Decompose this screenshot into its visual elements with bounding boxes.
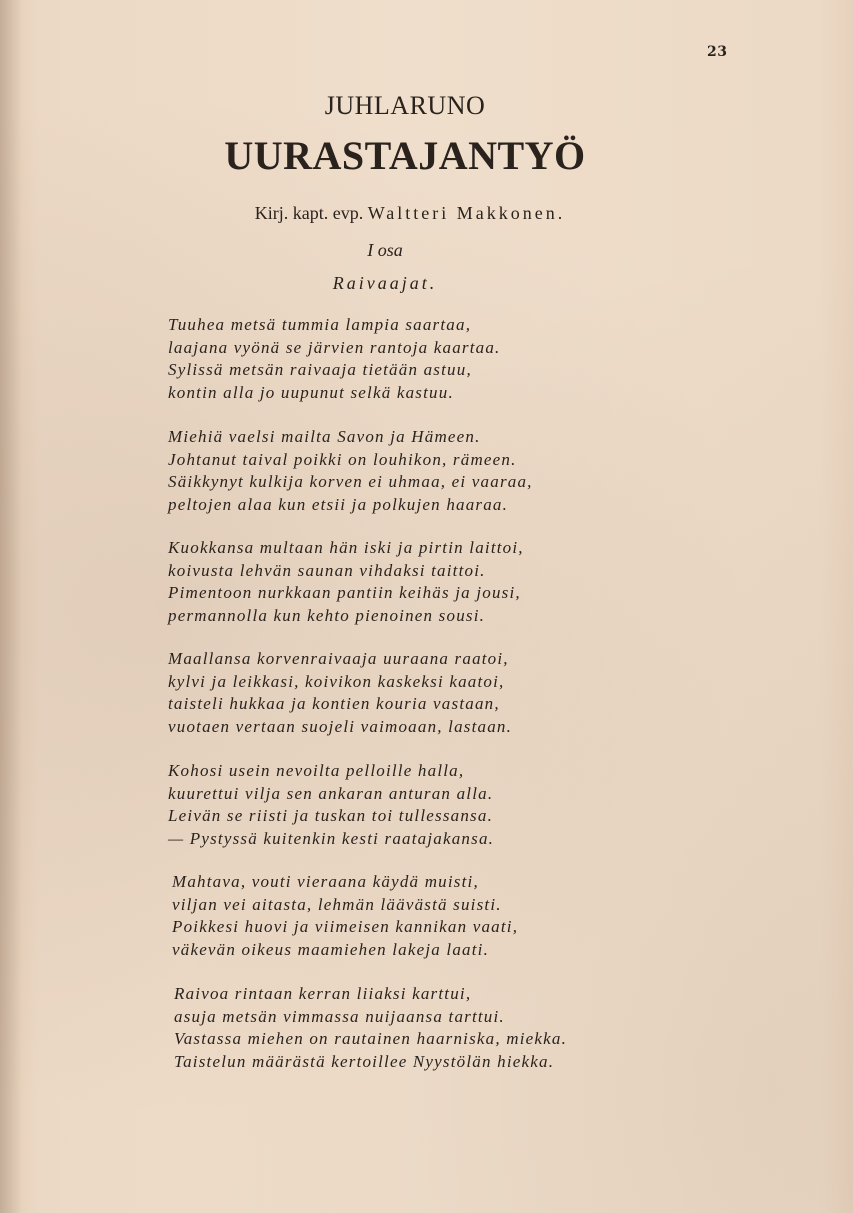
stanza-4	[168, 648, 728, 738]
verse-line: asuja metsän vimmassa nuijaansa tarttui.	[174, 1006, 505, 1026]
verse-line: Pimentoon nurkkaan pantiin keihäs ja jousi,	[168, 583, 521, 602]
stanza-3	[168, 537, 728, 627]
verse-line: taisteli hukkaa ja kontien kouria vastaan,	[168, 694, 500, 713]
verse-line: Leivän se riisti ja tuskan toi tullessansa.	[168, 806, 494, 825]
verse-line: Kohosi usein nevoilta pelloille halla,	[168, 761, 465, 780]
verse-line: Vastassa miehen on rautainen haarniska, miekka.	[174, 1029, 568, 1048]
author-name: Waltteri Makkonen.	[367, 203, 566, 223]
stanza-7	[174, 983, 734, 1073]
verse-line: viljan vei aitasta, lehmän läävästä suisti.	[172, 894, 502, 914]
verse-line: Johtanut taival poikki on louhikon, rämeen.	[168, 449, 517, 469]
verse-line: Maallansa korvenraivaaja uuraana raatoi,	[168, 649, 509, 668]
verse-line: permannolla kun kehto pienoinen sousi.	[168, 605, 486, 625]
verse-line: Kuokkansa multaan hän iski ja pirtin laittoi,	[168, 538, 524, 557]
verse-line: Mahtava, vouti vieraana käydä muisti,	[172, 872, 479, 891]
poem-title: UURASTAJANTYÖ	[224, 133, 586, 178]
verse-line: Säikkynyt kulkija korven ei uhmaa, ei vaaraa,	[168, 472, 533, 491]
part-heading: I osa	[367, 240, 403, 260]
verse-line: Taistelun määrästä kertoillee Nyystölän hiekka.	[174, 1051, 555, 1071]
poem-category-heading: JUHLARUNO	[324, 91, 486, 120]
author-prefix: Kirj. kapt. evp.	[254, 203, 364, 223]
verse-line: kylvi ja leikkasi, koivikon kaskeksi kaatoi,	[168, 671, 505, 691]
verse-line: vuotaen vertaan suojeli vaimoaan, lastaan.	[168, 716, 513, 736]
section-heading: Raivaajat.	[332, 273, 438, 293]
verse-line: Raivoa rintaan kerran liiaksi karttui,	[174, 984, 472, 1003]
author-line	[150, 200, 670, 226]
stanza-5	[168, 760, 728, 850]
verse-line: koivusta lehvän saunan vihdaksi taittoi.	[168, 560, 486, 580]
verse-line: Miehiä vaelsi mailta Savon ja Hämeen.	[168, 427, 481, 446]
binding-shadow	[0, 0, 22, 1213]
stanza-1	[168, 314, 728, 404]
verse-line: — Pystyssä kuitenkin kesti raatajakansa.	[168, 828, 495, 848]
page-number: 23	[707, 44, 728, 60]
verse-line: Tuuhea metsä tummia lampia saartaa,	[168, 315, 472, 334]
verse-line: väkevän oikeus maamiehen lakeja laati.	[172, 939, 490, 959]
verse-line: Sylissä metsän raivaaja tietään astuu,	[168, 360, 472, 379]
verse-line: Poikkesi huovi ja viimeisen kannikan vaati,	[172, 917, 519, 936]
verse-line: laajana vyönä se järvien rantoja kaartaa.	[168, 337, 501, 357]
verse-line: peltojen alaa kun etsii ja polkujen haaraa.	[168, 494, 509, 514]
stanza-2	[168, 426, 728, 516]
stanza-6	[172, 871, 732, 961]
verse-line: kontin alla jo uupunut selkä kastuu.	[168, 382, 454, 402]
verse-line: kuurettui vilja sen ankaran anturan alla.	[168, 783, 494, 803]
